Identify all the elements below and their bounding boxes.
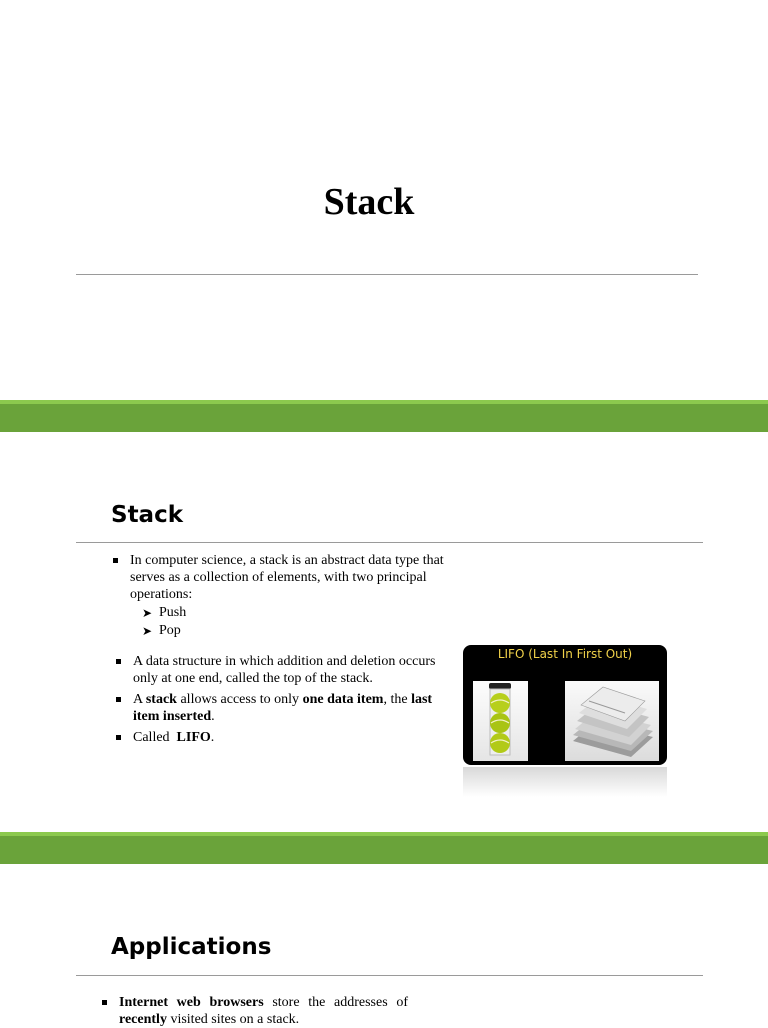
sub-item-label: Push [159,605,187,620]
image-caption: LIFO (Last In First Out) [497,647,633,661]
list-item [133,653,451,687]
list-item [133,729,451,746]
stack-properties-list [133,653,451,746]
text-run: A [133,692,146,707]
section-heading-applications: Applications [111,934,272,960]
bold-run: Internet web browsers [119,995,264,1010]
arrow-bullet-icon: ➤ [142,606,153,620]
text-run: visited sites on a stack. [166,1012,300,1027]
sub-item-label: Pop [159,623,181,638]
arrow-bullet-icon: ➤ [142,624,153,638]
sub-item-pop [142,622,460,640]
lifo-illustration [463,645,667,767]
heading-divider [76,975,703,976]
heading-divider [76,542,703,543]
text-run: . [211,709,215,724]
bold-run: LIFO [176,730,211,745]
lifo-image [463,645,667,765]
title-divider [76,274,698,275]
list-item [133,691,451,725]
list-item [119,994,408,1028]
slide-separator-band [0,400,768,432]
stack-definition-list [130,552,460,640]
text-run: . [210,730,215,745]
list-item [130,552,460,603]
image-reflection [463,767,667,797]
slide-separator-band [0,832,768,864]
text-run: Called [133,730,177,745]
bold-run: stack [145,692,177,707]
text-run: allows access to only [176,692,303,707]
applications-list [118,994,408,1028]
section-heading-stack: Stack [111,502,184,528]
band-highlight [0,400,768,404]
slide-title: Stack [323,181,415,223]
text-run: store the addresses of [263,995,408,1010]
band-highlight [0,832,768,836]
paper-stack-photo [565,681,659,761]
bullet-text: In computer science, a stack is an abstract data type that serves as a collection of elements, with two principal operations: [130,553,444,602]
bold-run: recently [119,1012,167,1027]
bold-run: last item inserted [133,692,433,724]
bold-run: one data item [302,692,384,707]
bullet-text: A data structure in which addition and deletion occurs only at one end, called the top of the stack. [133,654,436,686]
sub-item-push [142,604,460,622]
text-run: , the [383,692,412,707]
tennis-ball-stack-photo [473,681,528,761]
